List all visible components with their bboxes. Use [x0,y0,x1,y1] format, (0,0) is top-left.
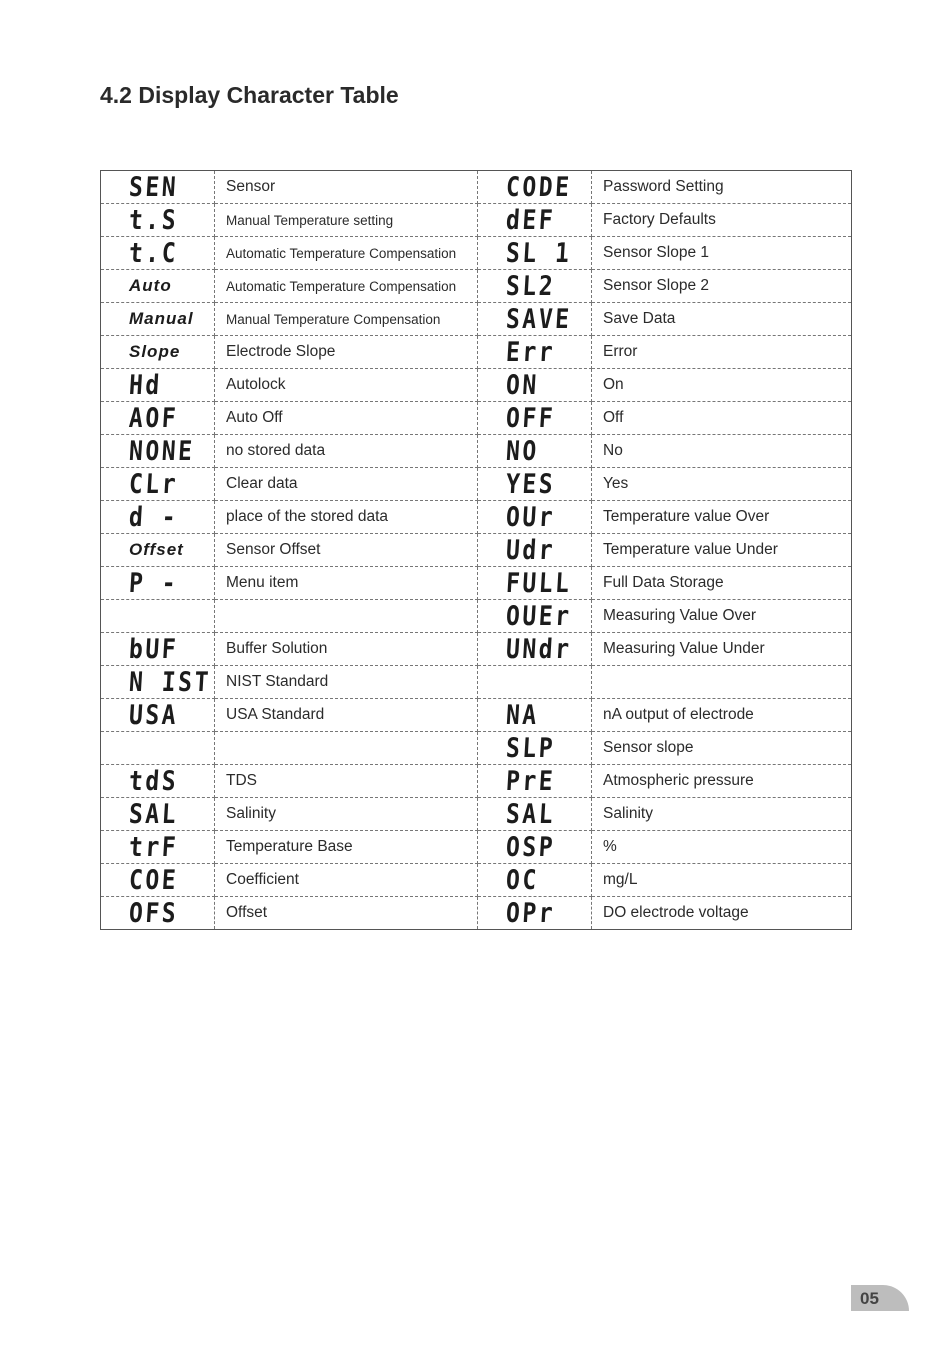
right-description-cell: Measuring Value Under [592,633,852,666]
right-symbol-cell [478,435,592,468]
right-symbol-cell [478,699,592,732]
right-symbol-cell [478,501,592,534]
table-row [101,600,852,633]
right-description-cell: On [592,369,852,402]
right-symbol-cell [478,666,592,699]
right-symbol-cell [478,732,592,765]
left-description-cell: NIST Standard [215,666,478,699]
table-row [101,699,852,732]
left-symbol-cell [101,237,215,270]
left-description-cell [215,600,478,633]
left-symbol-cell [101,798,215,831]
left-symbol-cell [101,336,215,369]
display-symbol: CLr [128,468,180,500]
display-symbol: SAL [505,798,557,830]
table-row [101,765,852,798]
left-description-cell: place of the stored data [215,501,478,534]
right-description-cell: Save Data [592,303,852,336]
left-symbol-cell [101,831,215,864]
display-symbol: OC [505,864,540,896]
table-row [101,468,852,501]
display-symbol: YES [505,468,557,500]
left-description-cell [215,732,478,765]
right-symbol-cell [478,237,592,270]
table-row [101,336,852,369]
right-description-cell: Yes [592,468,852,501]
display-symbol: OUr [505,501,557,533]
table-row [101,666,852,699]
display-symbol: Err [505,336,557,368]
display-symbol: OFF [505,402,557,434]
display-symbol: ON [505,369,540,401]
left-symbol-cell [101,732,215,765]
display-symbol: trF [128,831,180,863]
display-symbol: Auto [129,275,172,295]
display-symbol: SEN [128,171,180,203]
table-row [101,501,852,534]
right-description-cell: nA output of electrode [592,699,852,732]
display-symbol: FULL [505,567,573,599]
left-symbol-cell [101,567,215,600]
table-row [101,798,852,831]
left-description-cell: Autolock [215,369,478,402]
left-description-cell: Manual Temperature setting [215,204,478,237]
display-symbol: SL 1 [505,237,573,269]
left-description-cell: Temperature Base [215,831,478,864]
right-symbol-cell [478,402,592,435]
display-symbol: Offset [129,539,184,559]
left-description-cell: Menu item [215,567,478,600]
right-symbol-cell [478,864,592,897]
display-symbol: NA [505,699,540,731]
right-symbol-cell [478,600,592,633]
right-description-cell: Sensor slope [592,732,852,765]
table-row [101,567,852,600]
left-description-cell: Clear data [215,468,478,501]
display-symbol: NO [505,435,540,467]
right-symbol-cell [478,831,592,864]
left-description-cell: Salinity [215,798,478,831]
left-symbol-cell [101,501,215,534]
table-body [101,171,852,930]
section-heading: 4.2 Display Character Table [100,82,399,108]
right-description-cell: Atmospheric pressure [592,765,852,798]
display-symbol: AOF [128,402,180,434]
left-description-cell: Sensor Offset [215,534,478,567]
right-symbol-cell [478,798,592,831]
display-symbol: dEF [505,204,557,236]
right-description-cell: Error [592,336,852,369]
left-symbol-cell [101,171,215,204]
right-symbol-cell [478,633,592,666]
left-symbol-cell [101,435,215,468]
display-symbol: OSP [505,831,557,863]
right-description-cell: Measuring Value Over [592,600,852,633]
right-description-cell [592,666,852,699]
table-row [101,303,852,336]
display-symbol: OPr [505,897,557,929]
right-symbol-cell [478,369,592,402]
right-description-cell: Sensor Slope 2 [592,270,852,303]
table-row [101,270,852,303]
right-description-cell: No [592,435,852,468]
left-description-cell: Coefficient [215,864,478,897]
display-symbol: OUEr [505,600,573,632]
right-description-cell: Salinity [592,798,852,831]
right-symbol-cell [478,303,592,336]
left-symbol-cell [101,699,215,732]
right-symbol-cell [478,765,592,798]
table-row [101,204,852,237]
left-symbol-cell [101,270,215,303]
display-symbol: tdS [128,765,180,797]
table-row [101,864,852,897]
left-description-cell: Auto Off [215,402,478,435]
right-description-cell: % [592,831,852,864]
left-description-cell: Buffer Solution [215,633,478,666]
left-symbol-cell [101,468,215,501]
right-description-cell: Sensor Slope 1 [592,237,852,270]
right-description-cell: Password Setting [592,171,852,204]
display-symbol: P - [128,567,180,599]
left-symbol-cell [101,534,215,567]
right-symbol-cell [478,468,592,501]
left-description-cell: Manual Temperature Compensation [215,303,478,336]
display-symbol: CODE [505,171,573,203]
display-symbol: SAL [128,798,180,830]
page-number: 05 [860,1289,879,1308]
right-symbol-cell [478,204,592,237]
left-symbol-cell [101,666,215,699]
display-symbol: d - [128,501,180,533]
display-symbol: UNdr [505,633,573,665]
right-symbol-cell [478,897,592,930]
left-symbol-cell [101,864,215,897]
table-row [101,402,852,435]
left-description-cell: TDS [215,765,478,798]
right-description-cell: Off [592,402,852,435]
display-symbol: Udr [505,534,557,566]
display-symbol: SL2 [505,270,557,302]
right-description-cell: Temperature value Over [592,501,852,534]
table-row [101,831,852,864]
display-symbol: bUF [128,633,180,665]
right-description-cell: Full Data Storage [592,567,852,600]
table-row [101,534,852,567]
left-description-cell: USA Standard [215,699,478,732]
display-symbol: NONE [128,435,196,467]
display-symbol: COE [128,864,180,896]
left-symbol-cell [101,633,215,666]
display-symbol: SLP [505,732,557,764]
right-description-cell: mg/L [592,864,852,897]
table-row [101,633,852,666]
left-description-cell: Automatic Temperature Compensation [215,270,478,303]
left-description-cell: Electrode Slope [215,336,478,369]
table-row [101,237,852,270]
display-symbol: t.C [128,237,180,269]
left-symbol-cell [101,303,215,336]
left-symbol-cell [101,402,215,435]
display-symbol: USA [128,699,180,731]
display-symbol: SAVE [505,303,573,335]
table-row [101,897,852,930]
display-symbol: N IST [128,666,212,698]
left-symbol-cell [101,897,215,930]
left-symbol-cell [101,369,215,402]
right-symbol-cell [478,171,592,204]
display-symbol: Slope [129,341,181,361]
display-symbol: PrE [505,765,557,797]
left-description-cell: no stored data [215,435,478,468]
display-symbol: t.S [128,204,180,236]
right-description-cell: Factory Defaults [592,204,852,237]
left-description-cell: Offset [215,897,478,930]
left-symbol-cell [101,204,215,237]
right-description-cell: DO electrode voltage [603,904,749,921]
display-symbol: OFS [128,897,180,929]
right-symbol-cell [478,336,592,369]
left-description-cell: Sensor [215,171,478,204]
display-character-table [100,170,852,930]
right-symbol-cell [478,534,592,567]
left-symbol-cell [101,765,215,798]
right-description-cell: Temperature value Under [592,534,852,567]
left-symbol-cell [101,600,215,633]
right-symbol-cell [478,270,592,303]
right-symbol-cell [478,567,592,600]
table-row [101,369,852,402]
table-row [101,435,852,468]
left-description-cell: Automatic Temperature Compensation [215,237,478,270]
table-row [101,732,852,765]
table-row [101,171,852,204]
display-symbol: Manual [129,308,194,328]
display-symbol: Hd [128,369,163,401]
